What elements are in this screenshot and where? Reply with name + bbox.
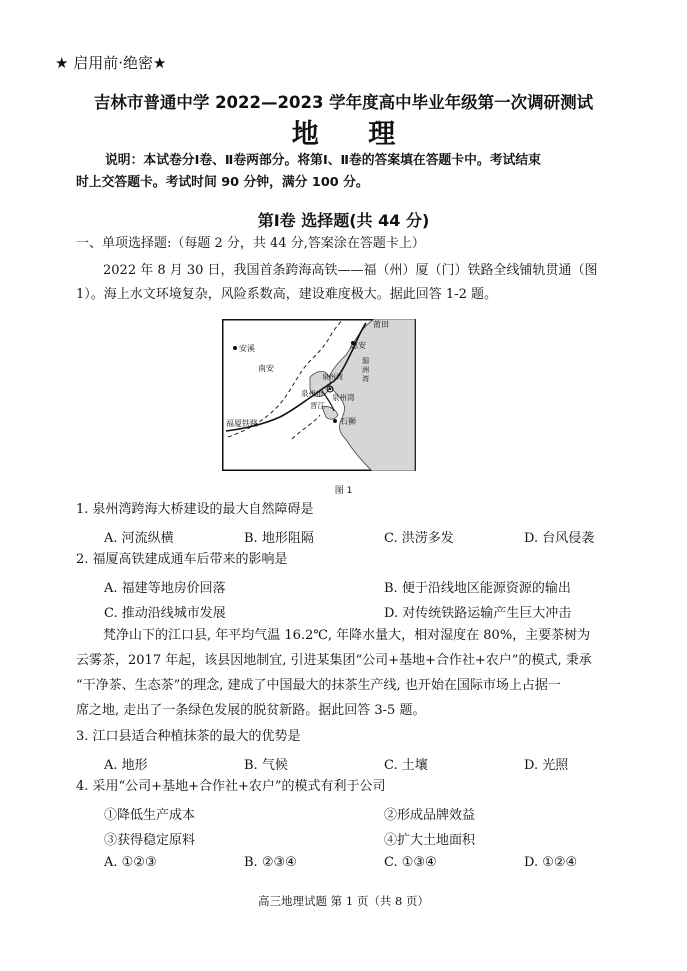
q4-stem: 4. 采用“公司+基地+合作社+农户”的模式有利于公司 bbox=[76, 779, 386, 794]
section-instructions: 一、单项选择题:（每题 2 分，共 44 分,答案涂在答题卡上） bbox=[76, 236, 425, 251]
section-heading: 第Ⅰ卷 选择题(共 44 分) bbox=[257, 211, 430, 230]
passage-1-line-2: 1）。海上水文环境复杂，风险系数高，建设难度极大。据此回答 1-2 题。 bbox=[76, 287, 497, 302]
instructions-line-2: 时上交答题卡。考试时间 90 分钟，满分 100 分。 bbox=[76, 175, 369, 190]
label-quanzhou: 泉州市 bbox=[301, 389, 324, 398]
q1-stem: 1. 泉州湾跨海大桥建设的最大自然障碍是 bbox=[76, 502, 314, 517]
label-bay-e: 湾 bbox=[362, 375, 369, 383]
label-jinjiang: 晋江 bbox=[310, 401, 325, 410]
q4-option-b[interactable]: B. ②③④ bbox=[244, 855, 297, 870]
exam-title: 吉林市普通中学 2022—2023 学年度高中毕业年级第一次调研测试 bbox=[93, 93, 594, 112]
q1-option-c[interactable]: C. 洪涝多发 bbox=[384, 531, 454, 546]
q4-option-a[interactable]: A. ①②③ bbox=[104, 855, 157, 870]
q2-option-b[interactable]: B. 便于沿线地区能源资源的输出 bbox=[384, 581, 571, 596]
instructions-line-1: 说明：本试卷分Ⅰ卷、Ⅱ卷两部分。将第Ⅰ、Ⅱ卷的答案填在答题卡中。考试结束 bbox=[105, 153, 541, 168]
map-figure bbox=[222, 319, 416, 471]
page-footer: 高三地理试题 第 1 页（共 8 页） bbox=[258, 894, 429, 908]
anxi-dot bbox=[233, 346, 237, 350]
q2-option-a[interactable]: A. 福建等地房价回落 bbox=[104, 581, 226, 596]
figure-caption: 图 1 bbox=[334, 486, 353, 496]
q3-stem: 3. 江口县适合种植抹茶的最大的优势是 bbox=[76, 729, 301, 744]
label-railway: 福厦铁路 bbox=[226, 419, 258, 428]
q1-option-a[interactable]: A. 河流纵横 bbox=[104, 531, 174, 546]
label-bay-d: 洲 bbox=[362, 366, 369, 374]
subject-title: 地 理 bbox=[291, 119, 416, 150]
q2-option-d[interactable]: D. 对传统铁路运输产生巨大冲击 bbox=[384, 606, 572, 621]
passage-2-line-1: 梵净山下的江口县, 年平均气温 16.2℃, 年降水量大，相对湿度在 80%，主要茶树为 bbox=[103, 628, 591, 643]
label-putian: 莆田 bbox=[373, 320, 389, 329]
q4-statement-3: ③获得稳定原料 bbox=[104, 833, 196, 848]
q4-option-d[interactable]: D. ①②④ bbox=[524, 855, 578, 870]
q4-statement-4: ④扩大土地面积 bbox=[384, 833, 476, 848]
label-bay-b: 泉州湾 bbox=[322, 373, 343, 381]
q3-option-b[interactable]: B. 气候 bbox=[244, 758, 288, 773]
passage-1-line-1: 2022 年 8 月 30 日，我国首条跨海高铁——福（州）厦（门）铁路全线铺轨贯通（图 bbox=[103, 263, 598, 278]
q2-option-c[interactable]: C. 推动沿线城市发展 bbox=[104, 606, 226, 621]
q3-option-a[interactable]: A. 地形 bbox=[104, 758, 148, 773]
q3-option-c[interactable]: C. 土壤 bbox=[384, 758, 428, 773]
q4-option-c[interactable]: C. ①③④ bbox=[384, 855, 437, 870]
passage-2-line-4: 席之地, 走出了一条绿色发展的脱贫新路。据此回答 3-5 题。 bbox=[76, 703, 426, 718]
q3-option-d[interactable]: D. 光照 bbox=[524, 758, 569, 773]
q2-stem: 2. 福厦高铁建成通车后带来的影响是 bbox=[76, 552, 288, 567]
q1-option-d[interactable]: D. 台风侵袭 bbox=[524, 531, 595, 546]
q4-statement-2: ②形成品牌效益 bbox=[384, 808, 476, 823]
confidential-mark: ★ 启用前·绝密★ bbox=[55, 54, 167, 72]
q1-option-b[interactable]: B. 地形阻隔 bbox=[244, 531, 314, 546]
label-bay-a: 泉州湾 bbox=[332, 393, 355, 402]
shishi-dot bbox=[333, 419, 337, 423]
passage-2-line-3: “干净茶、生态茶”的理念, 建成了中国最大的抹茶生产线, 也开始在国际市场上占据一 bbox=[76, 678, 561, 693]
label-huian: 惠安 bbox=[350, 341, 366, 350]
label-nanan: 南安 bbox=[258, 364, 274, 373]
label-anxi: 安溪 bbox=[239, 344, 255, 353]
label-shishi: 石狮 bbox=[340, 417, 356, 426]
q4-statement-1: ①降低生产成本 bbox=[104, 808, 196, 823]
quanzhou-dot bbox=[329, 388, 331, 390]
passage-2-line-2: 云雾茶，2017 年起，该县因地制宜, 引进某集团“公司+基地+合作社+农户”的模式, 秉承 bbox=[76, 653, 592, 668]
label-bay-c: 湄 bbox=[362, 357, 369, 365]
